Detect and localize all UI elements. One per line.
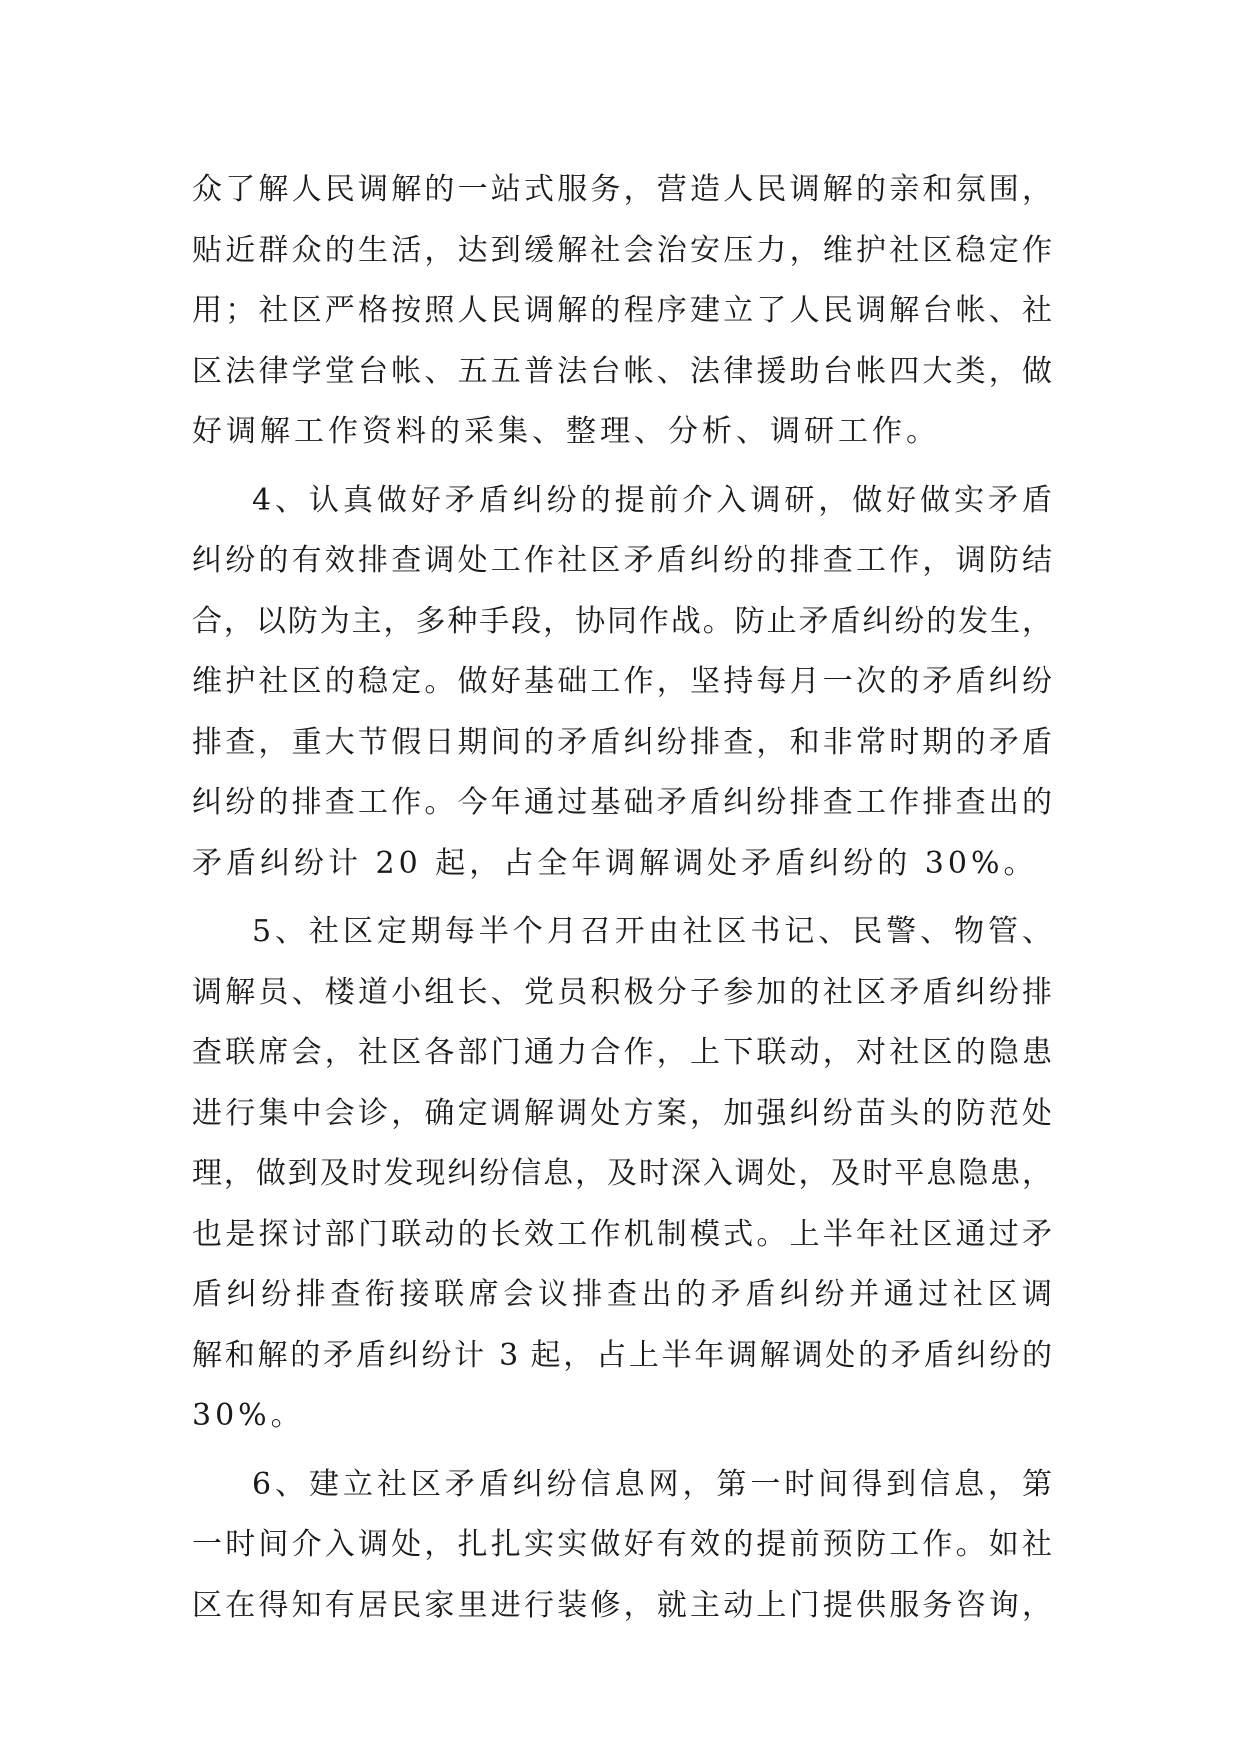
text-line: 理，做到及时发现纠纷信息，及时深入调处，及时平息隐患， — [192, 1156, 1052, 1191]
text-line: 进行集中会诊，确定调解调处方案，加强纠纷苗头的防范处 — [192, 1095, 1052, 1131]
text-line: 用；社区严格按照人民调解的程序建立了人民调解台帐、社 — [192, 293, 1052, 328]
text-line: 众了解人民调解的一站式服务，营造人民调解的亲和氛围， — [192, 172, 1052, 207]
text-line: 纠纷的有效排查调处工作社区矛盾纠纷的排查工作，调防结 — [192, 543, 1052, 578]
document-body — [192, 160, 1052, 1636]
paragraph-item-4 — [192, 471, 1052, 895]
text-line: 区法律学堂台帐、五五普法台帐、法律援助台帐四大类，做 — [192, 353, 1052, 389]
text-line: 30%。 — [192, 1398, 305, 1433]
text-line: 矛盾纠纷计 20 起，占全年调解调处矛盾纠纷的 30%。 — [192, 845, 1038, 881]
paragraph-item-6 — [192, 1455, 1052, 1637]
text-line: 4、认真做好矛盾纠纷的提前介入调研，做好做实矛盾 — [252, 482, 1052, 518]
text-line: 盾纠纷排查衔接联席会议排查出的矛盾纠纷并通过社区调 — [192, 1277, 1052, 1312]
text-line: 维护社区的稳定。做好基础工作，坚持每月一次的矛盾纠纷 — [192, 664, 1052, 699]
text-line: 区在得知有居民家里进行装修，就主动上门提供服务咨询， — [192, 1587, 1052, 1623]
paragraph-item-5 — [192, 902, 1052, 1447]
text-line: 一时间介入调处，扎扎实实做好有效的提前预防工作。如社 — [192, 1527, 1052, 1562]
text-line: 5、社区定期每半个月召开由社区书记、民警、物管、 — [252, 914, 1052, 949]
text-line: 查联席会，社区各部门通力合作，上下联动，对社区的隐患 — [192, 1035, 1052, 1070]
text-line: 贴近群众的生活，达到缓解社会治安压力，维护社区稳定作 — [192, 232, 1052, 268]
text-line: 也是探讨部门联动的长效工作机制模式。上半年社区通过矛 — [192, 1216, 1052, 1252]
text-line: 纠纷的排查工作。今年通过基础矛盾纠纷排查工作排查出的 — [192, 785, 1052, 820]
text-line: 6、建立社区矛盾纠纷信息网，第一时间得到信息，第 — [252, 1466, 1052, 1502]
paragraph-continuation — [192, 160, 1052, 463]
text-line: 排查，重大节假日期间的矛盾纠纷排查，和非常时期的矛盾 — [192, 724, 1052, 760]
text-line: 调解员、楼道小组长、党员积极分子参加的社区矛盾纠纷排 — [192, 974, 1052, 1010]
text-line: 合，以防为主，多种手段，协同作战。防止矛盾纠纷的发生， — [192, 603, 1052, 639]
text-line: 好调解工作资料的采集、整理、分析、调研工作。 — [192, 414, 940, 449]
text-line: 解和解的矛盾纠纷计 3 起，占上半年调解调处的矛盾纠纷的 — [192, 1337, 1052, 1373]
